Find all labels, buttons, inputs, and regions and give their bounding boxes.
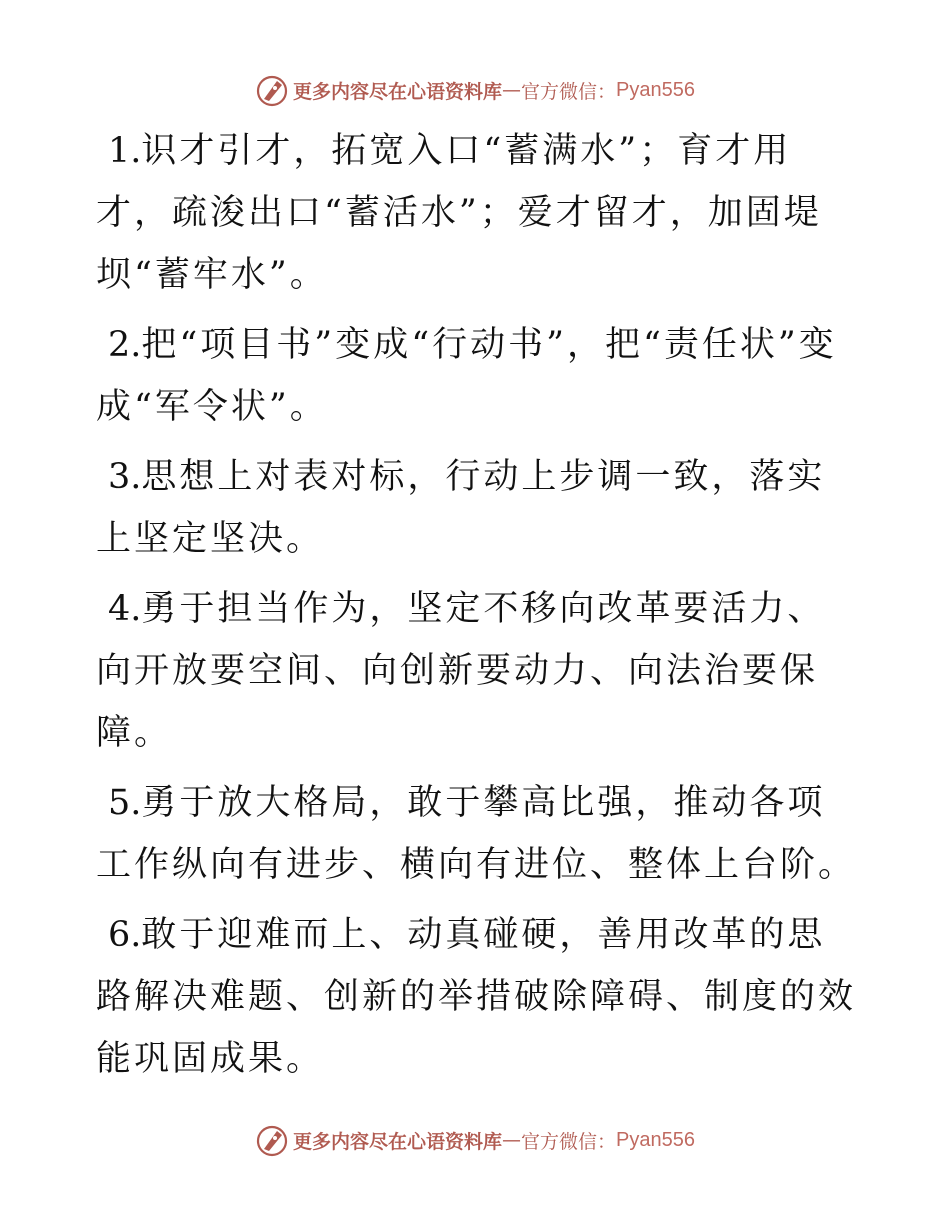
banner-subtitle: 官方微信：: [521, 1130, 617, 1153]
item-text: 敢于迎难而上、动真碰硬，善用改革的思路解决难题、创新的举措破除障碍、制度的效能巩固成果。: [96, 915, 857, 1079]
item-number: 5.: [108, 783, 142, 823]
item-number: 6.: [108, 915, 142, 955]
banner-wechat-id: Pyan556: [616, 1128, 695, 1151]
item-text: 识才引才，拓宽入口“蓄满水”；育才用才，疏浚出口“蓄活水”；爱才留才，加固堤坝“蓄牢水”。: [96, 131, 822, 295]
item-number: 2.: [108, 325, 142, 365]
document-body: [96, 120, 856, 1098]
item-number: 1.: [108, 131, 142, 171]
pen-nib-logo-icon: [255, 1123, 289, 1157]
list-item-5: [96, 772, 856, 896]
footer-banner: [0, 1120, 950, 1160]
list-item-4: [96, 578, 856, 764]
header-banner: [0, 70, 950, 110]
pen-nib-logo-icon: [255, 73, 289, 107]
item-text: 把“项目书”变成“行动书”，把“责任状”变成“军令状”。: [96, 325, 837, 427]
item-text: 勇于放大格局，敢于攀高比强，推动各项工作纵向有进步、横向有进位、整体上台阶。: [96, 783, 857, 885]
list-item-2: [96, 314, 856, 438]
banner-dash: —: [502, 1129, 522, 1151]
banner-dash: —: [502, 79, 522, 101]
list-item-1: [96, 120, 856, 306]
banner-subtitle: 官方微信：: [521, 80, 617, 103]
banner-title: 更多内容尽在心语资料库: [293, 1130, 503, 1153]
item-number: 3.: [108, 457, 142, 497]
banner-wechat-id: Pyan556: [616, 78, 695, 101]
item-number: 4.: [108, 589, 142, 629]
item-text: 思想上对表对标，行动上步调一致，落实上坚定坚决。: [96, 457, 826, 559]
list-item-3: [96, 446, 856, 570]
banner-title: 更多内容尽在心语资料库: [293, 80, 503, 103]
list-item-6: [96, 904, 856, 1090]
item-text: 勇于担当作为，坚定不移向改革要活力、向开放要空间、向创新要动力、向法治要保障。: [96, 589, 826, 753]
